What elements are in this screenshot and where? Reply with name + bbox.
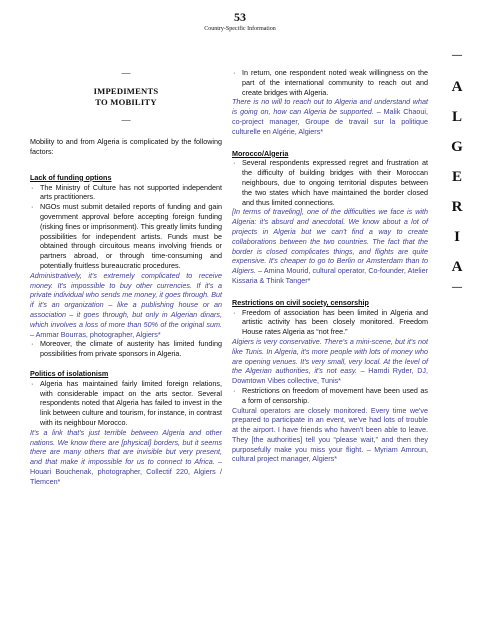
heading-isolation: Politics of isolationism	[30, 368, 109, 378]
bullet-text: NGOs must submit detailed reports of funding and gain government approval before accepting foreign funding (risking fines or imprisonment). This greatly limits funding possibilities for independent artists. Funds must be obtained through circuitous means involving friends or partners abroad, or through time-consuming and potentially fruitless bureaucratic procedures.	[40, 202, 222, 270]
sidebar-letter: E	[451, 169, 462, 185]
bullet-item	[232, 308, 428, 337]
quote-text: [In terms of traveling], one of the difficulties we face is with Algeria: it's absurd and anecdotal. We know about a lot of projects in Algeria but we can't find a way to create collaborations between the two countries. The fact that the border is closed complicates things, and flights are quite expensive. It's cheaper to go to Berlin or Amsterdam than to Algiers.	[232, 207, 428, 276]
running-head: Country-Specific Information	[204, 26, 276, 32]
heading-censorship: Restrictions on civil society, censorship	[232, 297, 369, 307]
section-dash-bottom: —	[121, 115, 131, 126]
quote-text: There is no will to reach out to Algeria and understand what is going on, how can Algeria be supported.	[232, 97, 428, 117]
bullet-text: Freedom of association has been limited in Algeria and artistic activity has been closely monitored. Freedom House rates Algeria as “not free.”	[242, 307, 428, 337]
quote-attribution: – Amina Mourid, cultural operator, Co-founder, Atelier Kissaria & Think Tanger*	[232, 266, 429, 285]
sidebar-dash-bottom: —	[452, 282, 462, 293]
quote-attribution: – Hamdi Ryder, DJ, Downtown Vibes collective, Tunis*	[232, 366, 429, 386]
country-sidebar	[440, 50, 474, 294]
bullet-marker: ·	[233, 68, 236, 77]
bullet-marker: ·	[31, 339, 34, 349]
sidebar-letter: A	[451, 79, 463, 95]
quote-block	[232, 97, 428, 136]
bullet-marker: ·	[233, 385, 236, 395]
section-dash-top: —	[121, 68, 131, 78]
sidebar-letter: I	[454, 229, 460, 245]
bullet-marker: ·	[31, 202, 34, 212]
heading-funding: Lack of funding options	[30, 172, 112, 182]
quote-attribution: – Myriam Amroun, cultural project manager, Algiers*	[232, 444, 428, 464]
quote-attribution: – Ammar Bourras, photographer, Algiers*	[30, 329, 161, 339]
quote-block	[30, 428, 222, 487]
section-title-line1: IMPEDIMENTS	[93, 86, 159, 96]
bullet-marker: ·	[31, 182, 34, 192]
bullet-marker: ·	[233, 307, 236, 317]
bullet-text: Several respondents expressed regret and frustration at the difficulty of building bridges with their Moroccan neighbours, due to ongoing territorial disputes between the two states which have maintained the border closed and thus limited connections.	[242, 158, 428, 207]
bullet-item	[30, 379, 222, 428]
bullet-text: Restrictions on freedom of movement have been used as a form of censorship.	[242, 385, 428, 405]
bullet-marker: ·	[31, 378, 34, 388]
bullet-text: Algeria has maintained fairly limited foreign relations, with considerable impact on the arts sector. Several respondents noted that Algeria has failed to invest in the link between culture and tourism, for instance, in contrast with its neighbour Morocco.	[40, 378, 222, 427]
bullet-item	[30, 202, 222, 271]
quote-block	[232, 207, 428, 285]
page-number: 53	[234, 10, 246, 24]
sidebar-letter: A	[451, 259, 463, 275]
bullet-item	[30, 183, 222, 203]
quote-block	[232, 337, 428, 386]
bullet-item	[232, 386, 428, 406]
bullet-item	[30, 339, 222, 359]
quote-text: Algiers is very conservative. There's a mini-scene, but it's not like Tunis. In Algeria, it's more people with lots of money who are opening venues. It's very small, very local. At the level of the Algerian authorities, it's not easy.	[232, 336, 428, 376]
sidebar-dash-top: —	[452, 50, 462, 61]
quote-attribution: – Houari Bouchenak, photographer, Collectif 220, Algiers / Tlemcen*	[30, 457, 222, 486]
sidebar-letter: R	[451, 199, 463, 215]
bullet-text: The Ministry of Culture has not supported independent arts practitioners.	[40, 182, 222, 202]
bullet-text: Moreover, the climate of austerity has limited funding possibilities from private sponsors in Algeria.	[40, 339, 222, 359]
bullet-text: In return, one respondent noted weak willingness on the part of the international community to reach out and create bridges with Algeria.	[242, 68, 428, 97]
intro-paragraph: Mobility to and from Algeria is complicated by the following factors:	[30, 137, 222, 156]
right-column	[232, 68, 428, 464]
quote-text: Cultural operators are closely monitored. Every time we've prepared to participate in an event, we've had lots of trouble at the airport. I have friends who haven't been able to leave. They [the authorities] tell you “please wait,” and then they purposefully make you miss your flight.	[232, 405, 428, 454]
quote-text: It's a link that's just terrible between Algeria and other nations. We know there are [physical] borders, but it seems there are many others that are invisible but very present, and that make it impossible for us to connect to Africa.	[30, 427, 222, 467]
quote-block	[30, 271, 222, 340]
section-title-line2: TO MOBILITY	[95, 96, 157, 107]
bullet-marker: ·	[233, 158, 236, 168]
bullet-item	[232, 158, 428, 207]
sidebar-letter: L	[451, 109, 462, 125]
quote-block	[232, 406, 428, 465]
quote-text: Administratively, it's extremely complicated to receive money. It's impossible to buy other currencies. If it's a private individual who sends me money, it goes through. But if it's an organization – like a publishing house or an association – it goes through, but only in Algerian dinars, which involves a loss of more than 50% of the original sum.	[30, 270, 222, 329]
quote-attribution: – Malik Chaoui, co-project manager, Groupe de travail sur la politique culturelle en Algérie, Algiers*	[232, 107, 428, 136]
heading-morocco: Morocco/Algeria	[232, 148, 289, 158]
left-column	[30, 68, 222, 486]
bullet-item	[232, 68, 428, 97]
sidebar-letter: G	[451, 139, 463, 155]
